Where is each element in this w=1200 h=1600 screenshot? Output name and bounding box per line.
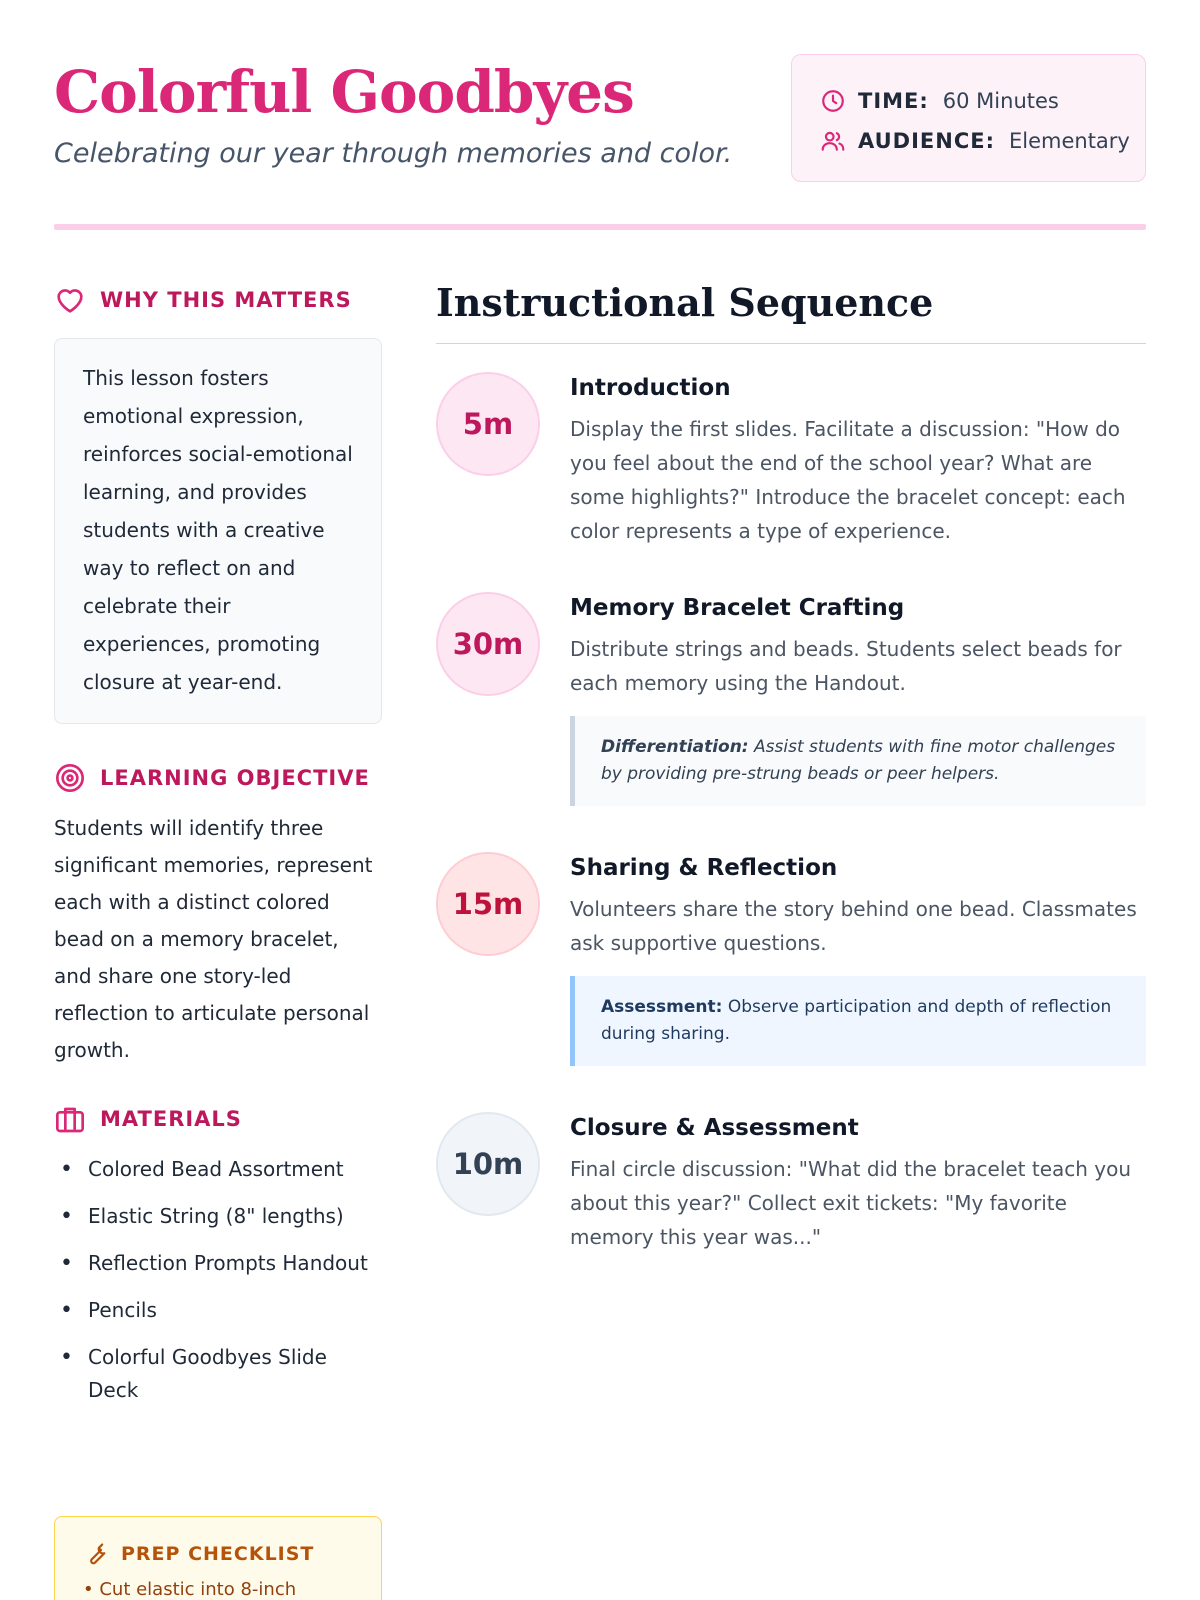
audience-value: Elementary	[1008, 129, 1130, 153]
materials-list	[54, 1153, 382, 1407]
target-icon	[54, 762, 86, 794]
material-item: • Colorful Goodbyes Slide Deck	[54, 1341, 382, 1407]
heart-icon	[54, 284, 86, 316]
prep-heading	[83, 1541, 381, 1567]
users-icon	[820, 128, 846, 154]
note-label: Assessment:	[601, 997, 723, 1017]
step-body	[570, 852, 1146, 1066]
step-text: Distribute strings and beads. Students select beads for each memory using the Handout.	[570, 637, 1122, 695]
lesson-meta-box	[791, 54, 1146, 182]
objective-heading	[54, 758, 382, 798]
duration-badge: 5m	[436, 372, 540, 476]
why-heading-text: WHY THIS MATTERS	[100, 288, 352, 312]
why-box: This lesson fosters emotional expression, reinforces social-emotional learning, and provides students with a creative way to reflect on and celebrate their experiences, promoting closure at year-end.	[54, 338, 382, 724]
instructional-sequence	[436, 280, 1146, 1249]
page-header	[54, 50, 1146, 190]
wrench-icon	[83, 1541, 109, 1567]
sidebar	[54, 280, 382, 1600]
duration-badge: 10m	[436, 1112, 540, 1216]
step-title: Sharing & Reflection	[570, 855, 838, 881]
step-title: Closure & Assessment	[570, 1115, 859, 1141]
why-heading	[54, 280, 382, 320]
note-text: Observe participation and depth of reflection during sharing.	[601, 997, 1112, 1044]
page-subtitle: Celebrating our year through memories and color.	[54, 138, 733, 169]
materials-heading-text: MATERIALS	[100, 1107, 242, 1131]
page-title: Colorful Goodbyes	[54, 58, 634, 126]
header-divider	[54, 224, 1146, 230]
material-item: • Elastic String (8" lengths)	[54, 1200, 382, 1233]
duration-badge: 30m	[436, 592, 540, 696]
sequence-title: Instructional Sequence	[436, 280, 1146, 344]
objective-heading-text: LEARNING OBJECTIVE	[100, 766, 370, 790]
step-body	[570, 1112, 1146, 1254]
time-label: TIME:	[858, 89, 929, 113]
time-value: 60 Minutes	[942, 89, 1059, 113]
step-title: Memory Bracelet Crafting	[570, 595, 905, 621]
step-text: Volunteers share the story behind one bead. Classmates ask supportive questions.	[570, 897, 1137, 955]
step-body	[570, 592, 1146, 806]
step-body	[570, 372, 1146, 548]
duration-badge: 15m	[436, 852, 540, 956]
materials-heading	[54, 1099, 382, 1139]
assessment-note	[570, 976, 1146, 1066]
prep-item: • Cut elastic into 8-inch	[83, 1579, 297, 1600]
audience-row	[820, 121, 1145, 161]
step-title: Introduction	[570, 375, 731, 401]
clock-icon	[820, 88, 846, 114]
briefcase-icon	[54, 1103, 86, 1135]
note-label: Differentiation:	[601, 737, 749, 757]
step-text: Display the first slides. Facilitate a discussion: "How do you feel about the end of the school year? What are some highlights?" Introduce the bracelet concept: each color represents a type of experience.	[570, 417, 1126, 543]
note-text: Assist students with fine motor challenges by providing pre-strung beads or peer helpers.	[601, 737, 1116, 784]
prep-heading-text: PREP CHECKLIST	[121, 1543, 315, 1565]
step-text: Final circle discussion: "What did the bracelet teach you about this year?" Collect exit tickets: "My favorite memory this year was..."	[570, 1157, 1132, 1249]
objective-text: Students will identify three significant memories, represent each with a distinct colored bead on a memory bracelet, and share one story-led reflection to articulate personal growth.	[54, 816, 373, 1062]
prep-checklist-box	[54, 1516, 382, 1600]
differentiation-note	[570, 716, 1146, 806]
audience-label: AUDIENCE:	[858, 129, 995, 153]
material-item: • Reflection Prompts Handout	[54, 1247, 382, 1280]
material-item: • Colored Bead Assortment	[54, 1153, 382, 1186]
time-row	[820, 81, 1145, 121]
material-item: • Pencils	[54, 1294, 382, 1327]
